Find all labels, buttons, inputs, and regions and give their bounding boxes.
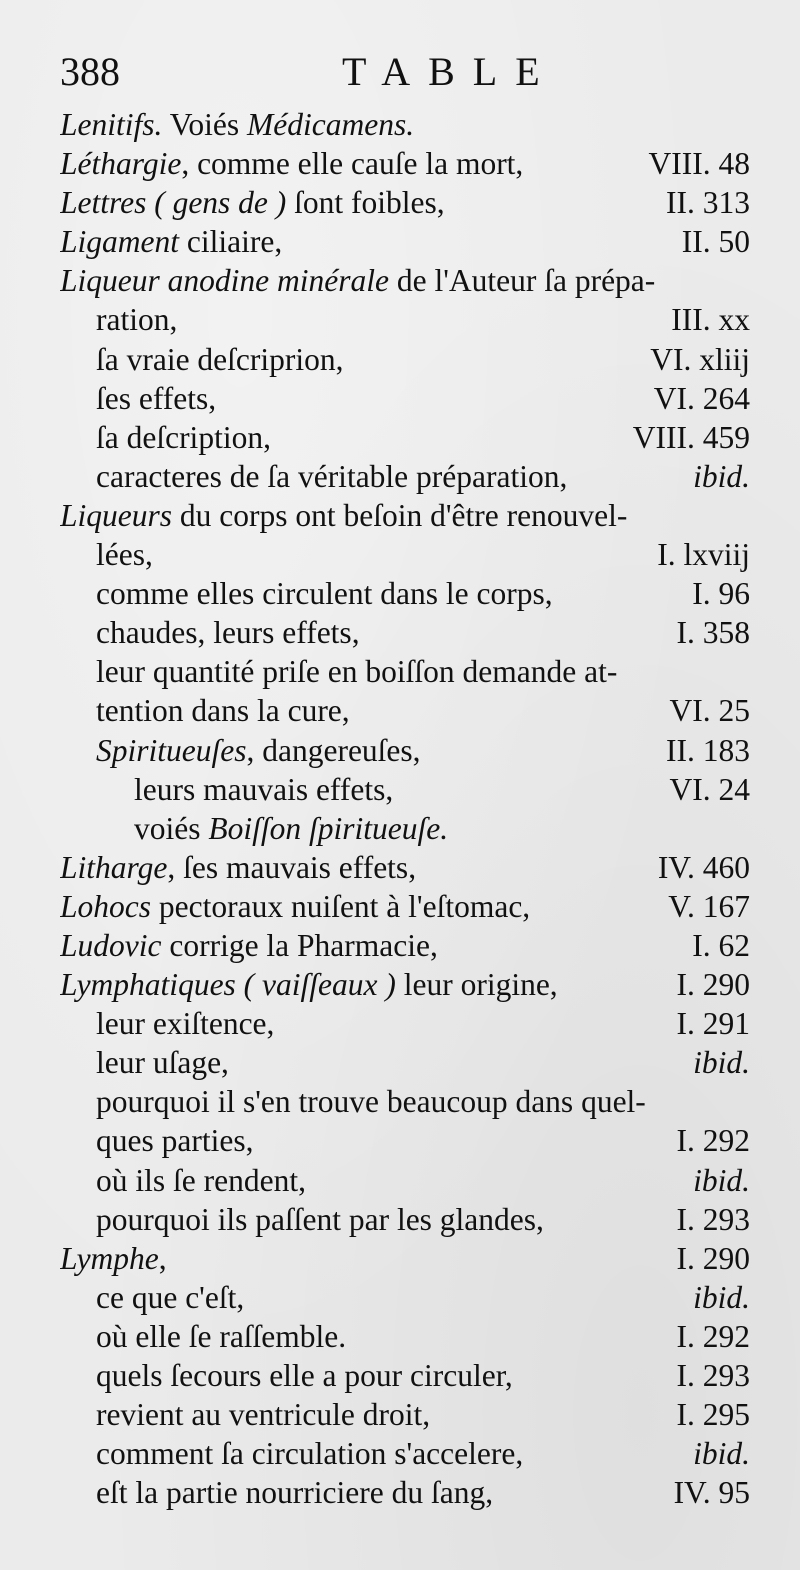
index-entry [60,222,750,261]
index-entry [60,809,750,848]
index-entry [60,613,750,652]
index-entry [60,770,750,809]
entry-headword: Lymphatiques ( vaiſſeaux ) [60,967,396,1003]
entry-text [96,418,271,457]
entry-headword: Liqueur anodine minérale [60,263,389,299]
entry-description: lées, [96,537,153,573]
entry-text [60,887,530,926]
entry-description: , dangereuſes, [246,732,421,768]
entry-text [96,457,567,496]
entry-headword: Ludovic [60,927,162,963]
entry-description: ques parties, [96,1123,254,1159]
entry-description: ſont foibles, [286,185,445,221]
entry-description: ciliaire, [179,224,283,260]
index-entry [60,1161,750,1200]
index-entry [60,340,750,379]
entry-page-reference: I. 292 [676,1123,750,1159]
entry-text [134,770,393,809]
entry-text [96,1121,253,1160]
entry-page-reference: VI. xliij [650,341,750,377]
entry-cross-reference: Boiſſon ſpiritueuſe. [208,810,449,846]
index-entry [60,300,750,339]
entry-text [96,613,360,652]
entry-description: voiés [134,810,209,846]
entry-text [60,261,655,300]
entry-headword: Lohocs [60,888,152,924]
index-entry [60,1239,750,1278]
entry-page-reference: I. 291 [676,1006,750,1042]
page-number: 388 [60,49,120,94]
index-entry [60,1043,750,1082]
entry-description: tention dans la cure, [96,693,350,729]
index-entry [60,965,750,1004]
entry-page-reference: I. 292 [676,1318,750,1354]
entry-headword: Lymphe [60,1240,159,1276]
entry-description: revient au ventricule droit, [96,1397,431,1433]
entry-headword: Spiritueuſes [96,732,247,768]
entry-page-reference: ibid. [693,1045,750,1081]
entry-cross-reference: Médicamens. [247,107,415,142]
entry-page-reference: I. 293 [676,1201,750,1237]
entry-page-reference: I. 62 [692,927,750,963]
entry-text [96,1082,646,1121]
entry-text [96,1004,274,1043]
entry-text [96,1434,523,1473]
entry-description: leur quantité priſe en boiſſon demande at- [96,654,618,690]
index-entry [60,1200,750,1239]
entry-description: leur exiſtence, [96,1006,275,1042]
index-entry [60,1121,750,1160]
entry-page-reference: I. 295 [676,1397,750,1433]
entry-description: comme elles circulent dans le corps, [96,576,553,612]
index-entry [60,574,750,613]
entry-text [96,1043,229,1082]
entry-page-reference: VIII. 459 [632,419,750,455]
entry-page-reference: I. 358 [676,615,750,651]
entry-description: pourquoi il s'en trouve beaucoup dans quel- [96,1084,646,1120]
index-entry [60,1278,750,1317]
entry-description: leur uſage, [96,1045,229,1081]
index-entry [60,1395,750,1434]
entry-description: , comme elle cauſe la mort, [181,146,524,182]
index-entry [60,1356,750,1395]
index-entry [60,457,750,496]
entry-text [96,340,344,379]
entry-text [60,965,558,1004]
entry-text [60,183,445,222]
entry-headword: Litharge [60,849,168,885]
entry-text [60,105,414,144]
entry-page-reference: VIII. 48 [648,146,750,182]
entry-text [96,1473,493,1512]
entry-description: pourquoi ils paſſent par les glandes, [96,1201,544,1237]
entry-page-reference: ibid. [693,1436,750,1472]
entry-text [96,1356,513,1395]
index-entry [60,731,750,770]
entry-page-reference: ibid. [693,1162,750,1198]
index-entry [60,926,750,965]
index-entry [60,652,750,691]
entry-text [96,1317,346,1356]
entry-page-reference: VI. 24 [669,771,750,807]
entry-text [96,535,153,574]
index-entry [60,1434,750,1473]
index-entries [60,105,750,1512]
entry-text [96,1395,430,1434]
page-title: TABLE [342,49,558,94]
entry-text [60,926,438,965]
entry-page-reference: ibid. [693,458,750,494]
entry-description: Voiés [162,107,248,142]
entry-text [60,496,627,535]
index-entry [60,418,750,457]
index-entry [60,261,750,300]
entry-description: ſa vraie deſcriprion, [96,341,344,377]
entry-page-reference: II. 183 [666,732,750,768]
index-entry [60,1082,750,1121]
entry-page-reference: VI. 264 [653,380,750,416]
entry-description: leur origine, [395,967,558,1003]
entry-headword: Léthargie [60,146,182,182]
entry-page-reference: I. lxviij [657,537,750,573]
entry-headword: Lettres ( gens de ) [60,185,287,221]
entry-description: où elle ſe raſſemble. [96,1318,347,1354]
entry-text [96,731,421,770]
entry-text [60,144,523,183]
entry-description: , ſes mauvais effets, [167,849,417,885]
entry-page-reference: I. 293 [676,1358,750,1393]
entry-description: pectoraux nuiſent à l'eſtomac, [151,888,531,924]
entry-text [96,300,177,339]
entry-text [96,1200,544,1239]
entry-description: chaudes, leurs effets, [96,615,360,651]
entry-description: ce que c'eſt, [96,1279,245,1315]
entry-page-reference: VI. 25 [669,693,750,729]
entry-headword: Lenitifs. [60,107,163,142]
index-entry [60,848,750,887]
entry-page-reference: III. xx [671,302,750,338]
index-entry [60,691,750,730]
entry-headword: Liqueurs [60,497,173,533]
index-entry [60,887,750,926]
entry-description: corrige la Pharmacie, [161,927,438,963]
entry-page-reference: I. 96 [692,576,750,612]
index-entry [60,1317,750,1356]
entry-page-reference: II. 313 [666,185,750,221]
entry-text [96,1278,244,1317]
entry-description: ſa deſcription, [96,419,271,455]
entry-text [96,379,216,418]
entry-text [134,809,448,848]
index-entry [60,496,750,535]
entry-page-reference: I. 290 [676,1240,750,1276]
entry-description: du corps ont beſoin d'être renouvel- [172,497,628,533]
entry-page-reference: IV. 460 [657,849,750,885]
index-entry [60,535,750,574]
entry-page-reference: IV. 95 [673,1475,750,1511]
entry-description: eſt la partie nourriciere du ſang, [96,1475,494,1511]
page-header [60,48,750,98]
entry-text [96,652,617,691]
index-entry [60,183,750,222]
entry-text [60,1239,167,1278]
index-entry [60,1473,750,1512]
entry-description: ſes effets, [96,380,217,416]
index-entry [60,105,750,144]
entry-page-reference: ibid. [693,1279,750,1315]
entry-page-reference: I. 290 [676,967,750,1003]
entry-text [60,222,282,261]
entry-page-reference: II. 50 [681,224,750,260]
entry-text [96,691,350,730]
entry-description: caracteres de ſa véritable préparation, [96,458,568,494]
entry-description: ration, [96,302,178,338]
entry-text [96,1161,306,1200]
entry-description: où ils ſe rendent, [96,1162,306,1198]
entry-description: de l'Auteur ſa prépa- [388,263,656,299]
entry-text [96,574,553,613]
index-entry [60,1004,750,1043]
entry-description: leurs mauvais effets, [134,771,394,807]
entry-page-reference: V. 167 [668,888,750,924]
entry-headword: Ligament [60,224,180,260]
entry-description: comment ſa circulation s'accelere, [96,1436,524,1472]
entry-description: , [158,1240,167,1276]
index-entry [60,379,750,418]
index-entry [60,144,750,183]
entry-description: quels ſecours elle a pour circuler, [96,1358,513,1393]
entry-text [60,848,416,887]
